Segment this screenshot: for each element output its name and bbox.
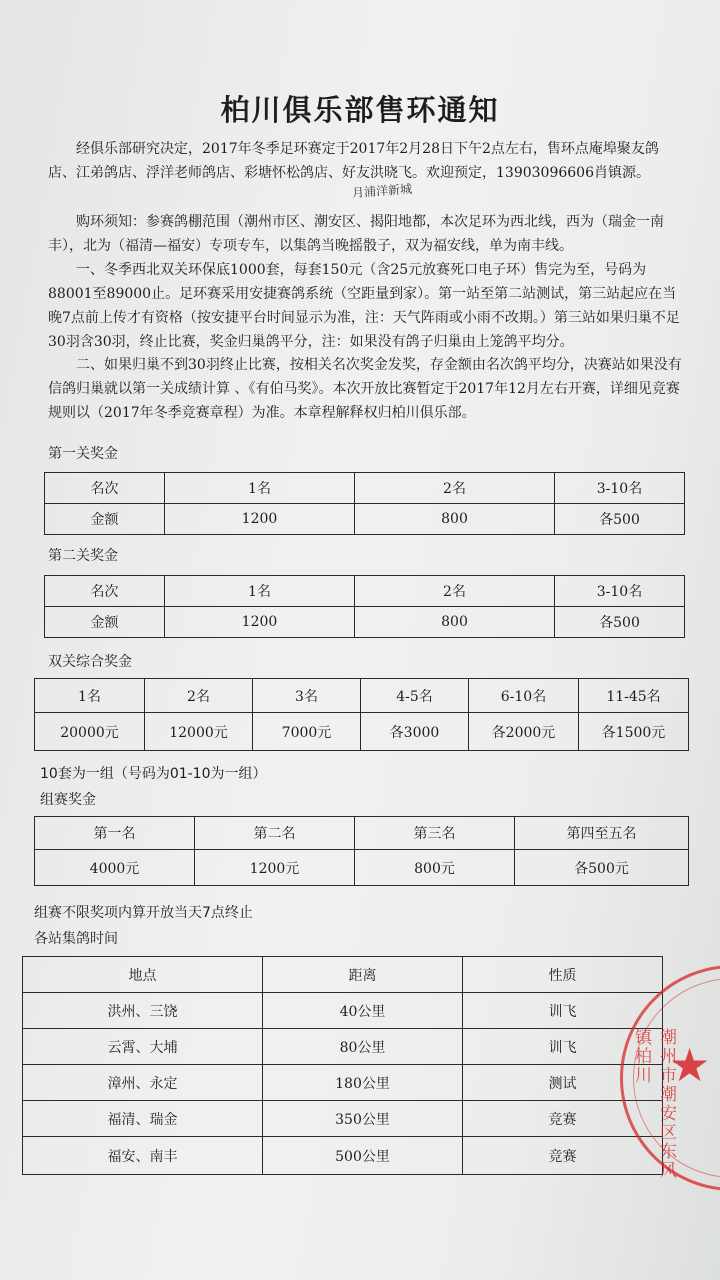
stage1-label: 第一关奖金 (48, 446, 118, 462)
paragraph-purchase-notes: 购环须知：参赛鸽棚范围（潮州市区、潮安区、揭阳地都，本次足环为西北线，西为（瑞金一南丰），北为（福清—福安）专项专车，以集鸽当晚摇骰子，双为福安线，单为南丰线。 (48, 214, 664, 254)
table-cell: 福清、瑞金 (23, 1101, 263, 1137)
table-row (23, 1137, 663, 1175)
star-icon: ★ (669, 1038, 711, 1092)
document-title: 柏川俱乐部售环通知 (220, 93, 500, 127)
table-cell: 40公里 (263, 993, 463, 1029)
table-cell: 金额 (45, 504, 165, 535)
table-cell: 名次 (45, 576, 165, 607)
table-cell: 2名 (355, 576, 555, 607)
table-cell: 1200元 (195, 850, 355, 886)
table-cell: 训飞 (463, 993, 663, 1029)
table-cell: 800 (355, 504, 555, 535)
table-header-row (23, 957, 663, 993)
table-row (35, 713, 689, 751)
table-cell: 80公里 (263, 1029, 463, 1065)
table-cell: 800元 (355, 850, 515, 886)
table-cell: 20000元 (35, 713, 145, 751)
stage2-label: 第二关奖金 (48, 548, 118, 564)
group-label: 组赛奖金 (40, 792, 96, 808)
table-cell: 2名 (355, 473, 555, 504)
handwritten-note: 月浦洋新城 (351, 181, 413, 201)
table-row (45, 607, 685, 638)
table-row (35, 817, 689, 850)
table-header-cell: 性质 (463, 957, 663, 993)
paragraph-intro: 经俱乐部研究决定，2017年冬季足环赛定于2017年2月28日下午2点左右，售环点庵埠聚友鸽店、江弟鸽店、浮洋老师鸽店、彩塘怀松鸽店、好友洪晓飞。欢迎预定，13903096606肖镇源。 (48, 141, 659, 181)
combined-label: 双关综合奖金 (48, 654, 132, 670)
table-cell: 各3000 (361, 713, 469, 751)
table-cell: 竞赛 (463, 1137, 663, 1175)
table-cell: 7000元 (253, 713, 361, 751)
table-cell: 测试 (463, 1065, 663, 1101)
table-cell: 洪州、三饶 (23, 993, 263, 1029)
table-cell: 2名 (145, 679, 253, 713)
table-cell: 180公里 (263, 1065, 463, 1101)
table-cell: 金额 (45, 607, 165, 638)
table-cell: 11-45名 (579, 679, 689, 713)
table-cell: 训飞 (463, 1029, 663, 1065)
table-cell: 第三名 (355, 817, 515, 850)
table-cell: 4-5名 (361, 679, 469, 713)
table-row (23, 1101, 663, 1137)
table-cell: 第一名 (35, 817, 195, 850)
table-cell: 各500 (555, 607, 685, 638)
group-footer: 组赛不限奖项内算开放当天7点终止 (34, 905, 253, 921)
table-cell: 第四至五名 (515, 817, 689, 850)
table-cell: 各500元 (515, 850, 689, 886)
table-cell: 云霄、大埔 (23, 1029, 263, 1065)
table-cell: 800 (355, 607, 555, 638)
table-cell: 12000元 (145, 713, 253, 751)
table-cell: 各500 (555, 504, 685, 535)
stamp-text: 潮州市潮安区东风镇柏川 (631, 1028, 676, 1180)
table-cell: 3-10名 (555, 576, 685, 607)
table-cell: 竞赛 (463, 1101, 663, 1137)
table-cell: 1名 (35, 679, 145, 713)
table-cell: 1200 (165, 607, 355, 638)
table-cell: 500公里 (263, 1137, 463, 1175)
table-row (35, 850, 689, 886)
table-row (35, 679, 689, 713)
table-cell: 3-10名 (555, 473, 685, 504)
paragraph-rule-two: 二、如果归巢不到30羽终止比赛，按相关名次奖金发奖，存金额由名次鸽平均分，决赛站如果没有信鸽归巢就以第一关成绩计算 、《有伯马奖》。本次开放比赛暂定于2017年12月左右开赛，详细见竞赛规则以（2017年冬季竞赛章程）为准。本章程解释权归柏川俱乐部。 (48, 357, 682, 421)
table-cell: 漳州、永定 (23, 1065, 263, 1101)
table-cell: 1名 (165, 576, 355, 607)
table-header-cell: 距离 (263, 957, 463, 993)
table-cell: 第二名 (195, 817, 355, 850)
table-row (45, 473, 685, 504)
schedule-label: 各站集鸽时间 (34, 931, 118, 947)
table-cell: 6-10名 (469, 679, 579, 713)
table-row (23, 1065, 663, 1101)
schedule-table (22, 956, 663, 1175)
stage2-prize-table (44, 575, 685, 638)
table-cell: 福安、南丰 (23, 1137, 263, 1175)
table-header-cell: 地点 (23, 957, 263, 993)
table-cell: 3名 (253, 679, 361, 713)
table-cell: 1200 (165, 504, 355, 535)
paragraph-rule-one: 一、冬季西北双关环保底1000套，每套150元（含25元放赛死口电子环）售完为至，号码为88001至89000止。足环赛采用安捷赛鸽系统（空距量到家）。第一站至第二站测试，第三站起应在当晚7点前上传才有资格（按安捷平台时间显示为准，注：天气阵雨或小雨不改期。）第三站如果归巢不足30羽含30羽，终止比赛，奖金归巢鸽平分，注：如果没有鸽子归巢由上笼鸽平均分。 (48, 262, 680, 350)
table-cell: 名次 (45, 473, 165, 504)
table-cell: 4000元 (35, 850, 195, 886)
table-cell: 1名 (165, 473, 355, 504)
group-prize-table (34, 816, 689, 886)
table-cell: 各1500元 (579, 713, 689, 751)
combined-prize-table (34, 678, 689, 751)
stage1-prize-table (44, 472, 685, 535)
group-note: 10套为一组（号码为01-10为一组） (40, 766, 267, 782)
table-cell: 各2000元 (469, 713, 579, 751)
table-row (23, 1029, 663, 1065)
table-row (45, 576, 685, 607)
table-cell: 350公里 (263, 1101, 463, 1137)
table-row (23, 993, 663, 1029)
table-row (45, 504, 685, 535)
